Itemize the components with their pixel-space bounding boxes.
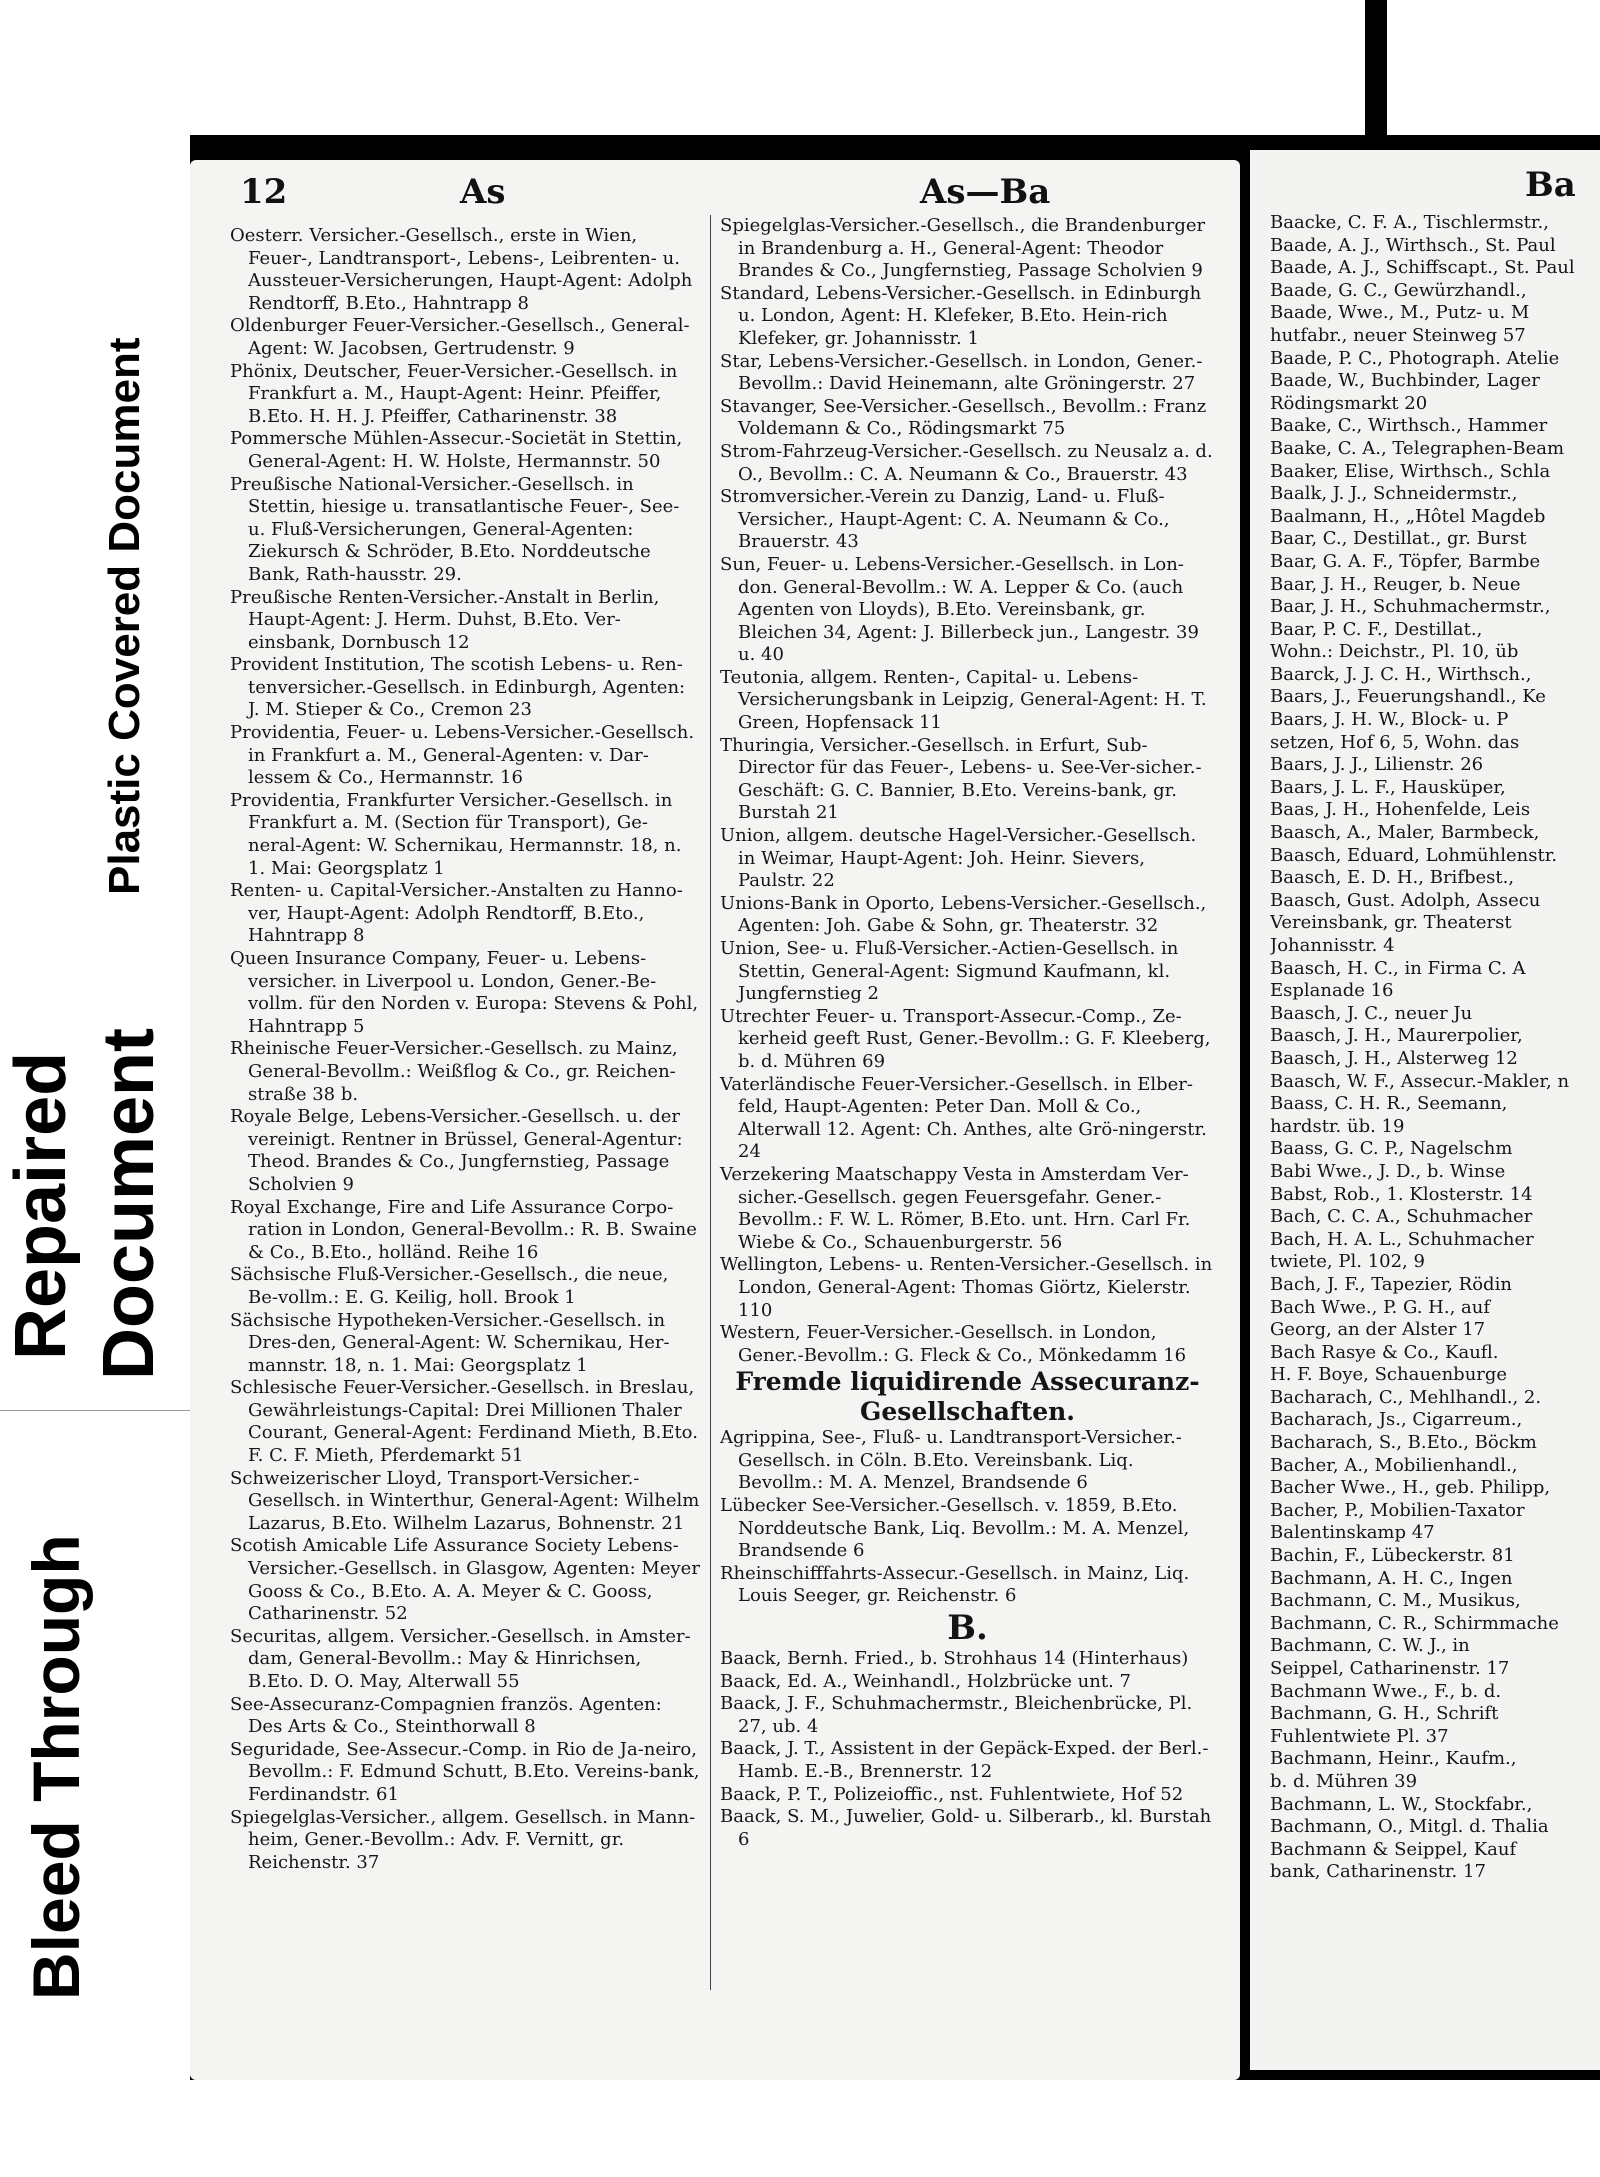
list-entry: Johannisstr. 4 <box>1270 935 1395 956</box>
list-entry: Provident Institution, The scotish Lebens- u. Ren-tenversicher.-Gesellsch. in Edinburgh, Agenten: J. M. Stieper & Co., Cremon 23 <box>230 654 686 721</box>
list-entry: Bachmann, C. W. J., in <box>1270 1635 1470 1657</box>
list-entry: Wohn.: Deichstr., Pl. 10, üb <box>1270 641 1519 663</box>
list-entry: Baass, G. C. P., Nagelschm <box>1270 1138 1513 1160</box>
list-entry: Bachmann & Seippel, Kauf <box>1270 1838 1517 1860</box>
plastic-covered-label: Plastic Covered Document <box>100 337 149 895</box>
list-entry: Baalmann, H., „Hôtel Magdeb <box>1270 505 1546 527</box>
list-entry: Baack, J. T., Assistent in der Gepäck-Exped. der Berl.-Hamb. E.-B., Brennerstr. 12 <box>720 1738 1209 1782</box>
scanned-spread <box>190 0 1600 2177</box>
list-entry: setzen, Hof 6, 5, Wohn. das <box>1270 731 1520 753</box>
list-entry: Seippel, Catharinenstr. 17 <box>1270 1658 1510 1679</box>
list-entry: Pommersche Mühlen-Assecur.-Societät in Stettin, General-Agent: H. W. Holste, Hermannstr. 50 <box>230 428 683 472</box>
list-entry: Vaterländische Feuer-Versicher.-Gesellsch. in Elber-feld, Haupt-Agenten: Peter Dan. Moll & Co., Alterwall 12. Agent: Ch. Anthes, alte Grö-ningerstr. 24 <box>720 1073 1207 1163</box>
list-entry: Unions-Bank in Oporto, Lebens-Versicher.-Gesellsch., Agenten: Joh. Gabe & Sohn, gr. Theaterstr. 32 <box>720 892 1207 937</box>
list-entry: Esplanade 16 <box>1270 980 1394 1002</box>
list-entry: Georg, an der Alster 17 <box>1270 1319 1486 1341</box>
running-head-left: As <box>460 172 506 212</box>
list-entry: Baade, G. C., Gewürzhandl., <box>1270 279 1527 301</box>
list-entry: Baade, P. C., Photograph. Atelie <box>1270 347 1560 369</box>
list-entry: Utrechter Feuer- u. Transport-Assecur.-Comp., Ze-kerheid geeft Rust, Gener.-Bevollm.: G. F. Kleeberg, b. d. Mühren 69 <box>720 1005 1211 1072</box>
list-entry: Spiegelglas-Versicher., allgem. Gesellsch. in Mann-heim, Gener.-Bevollm.: Adv. F. Vernitt, gr. Reichenstr. 37 <box>230 1806 696 1873</box>
list-entry: Baack, Ed. A., Weinhandl., Holzbrücke unt. 7 <box>720 1670 1131 1692</box>
list-entry: Baasch, E. D. H., Brifbest., <box>1270 867 1515 889</box>
list-entry: Bachmann, C. R., Schirmmache <box>1270 1612 1559 1634</box>
list-entry: Baasch, J. H., Maurerpolier, <box>1270 1025 1523 1047</box>
list-entry: Baack, P. T., Polizeioffic., nst. Fuhlentwiete, Hof 52 <box>720 1783 1184 1805</box>
list-entry: Oesterr. Versicher.-Gesellsch., erste in Wien, Feuer-, Landtransport-, Lebens-, Leibrenten- u. Aussteuer-Versicherungen, Haupt-Agent: Adolph Rendtorff, B.Eto., Hahntrapp 8 <box>230 225 693 314</box>
list-entry: Spiegelglas-Versicher.-Gesellsch., die Brandenburger in Brandenburg a. H., General-Agent: Theodor Brandes & Co., Jungfernstieg, Passage Scholvien 9 <box>720 215 1206 282</box>
list-entry: Lübecker See-Versicher.-Gesellsch. v. 1859, B.Eto. Norddeutsche Bank, Liq. Bevollm.: M. A. Menzel, Brandsende 6 <box>720 1495 1190 1562</box>
list-entry: Baasch, Eduard, Lohmühlenstr. <box>1270 844 1558 866</box>
list-entry: Babst, Rob., 1. Klosterstr. 14 <box>1270 1183 1533 1205</box>
list-entry: Bach, H. A. L., Schuhmacher <box>1270 1228 1534 1250</box>
list-entry: Baasch, H. C., in Firma C. A <box>1270 957 1526 979</box>
list-entry: Queen Insurance Company, Feuer- u. Lebens-versicher. in Liverpool u. London, Gener.-Be-vollm. für den Norden v. Europa: Stevens & Pohl, Hahntrapp 5 <box>230 948 699 1037</box>
list-entry: Seguridade, See-Assecur.-Comp. in Rio de Ja-neiro, Bevollm.: F. Edmund Schutt, B.Eto. Vereins-bank, Ferdinandstr. 61 <box>230 1738 700 1805</box>
list-entry: Baake, C., Wirthsch., Hammer <box>1270 415 1548 437</box>
list-entry: Oldenburger Feuer-Versicher.-Gesellsch., General-Agent: W. Jacobsen, Gertrudenstr. 9 <box>230 315 690 359</box>
list-entry: Agrippina, See-, Fluß- u. Landtransport-Versicher.-Gesellsch. in Cöln. B.Eto. Vereinsbank. Liq. Bevollm.: M. A. Menzel, Brandsende 6 <box>720 1427 1182 1494</box>
list-entry: Bacher Wwe., H., geb. Philipp, <box>1270 1477 1551 1499</box>
list-entry: Baar, C., Destillat., gr. Burst <box>1270 528 1527 550</box>
list-entry: Fuhlentwiete Pl. 37 <box>1270 1725 1449 1747</box>
document-label: Document <box>89 1027 169 1380</box>
list-entry: Vereinsbank, gr. Theaterst <box>1270 912 1512 934</box>
label-sidebar <box>0 0 190 2177</box>
list-entry: Baasch, A., Maler, Barmbeck, <box>1270 822 1540 844</box>
running-head-center: As—Ba <box>920 172 1051 212</box>
list-entry: Stavanger, See-Versicher.-Gesellsch., Bevollm.: Franz Voldemann & Co., Rödingsmarkt 75 <box>720 395 1207 440</box>
list-entry: See-Assecuranz-Compagnien französ. Agenten: Des Arts & Co., Steinthorwall 8 <box>230 1693 662 1738</box>
divider <box>0 1410 190 1411</box>
column-1 <box>230 225 700 1874</box>
list-entry: Baade, W., Buchbinder, Lager <box>1270 370 1540 392</box>
list-entry: Balentinskamp 47 <box>1270 1522 1435 1544</box>
letter-heading: B. <box>947 1608 988 1649</box>
list-entry: Bachmann, Heinr., Kaufm., <box>1270 1748 1517 1770</box>
column-3 <box>1270 212 1600 1884</box>
list-entry: Baasch, J. H., Alsterweg 12 <box>1270 1047 1518 1069</box>
list-entry: Bacher, P., Mobilien-Taxator <box>1270 1499 1525 1521</box>
list-entry: Royal Exchange, Fire and Life Assurance Corpo-ration in London, General-Bevollm.: R. B. Swaine & Co., B.Eto., holländ. Reihe 16 <box>230 1196 697 1263</box>
list-entry: Union, allgem. deutsche Hagel-Versicher.-Gesellsch. in Weimar, Haupt-Agent: Joh. Heinr. Sievers, Paulstr. 22 <box>720 825 1197 892</box>
list-entry: Western, Feuer-Versicher.-Gesellsch. in London, Gener.-Bevollm.: G. Fleck & Co., Mönkedamm 16 <box>720 1322 1187 1366</box>
list-entry: Baas, J. H., Hohenfelde, Leis <box>1270 799 1531 821</box>
top-margin <box>190 0 1600 135</box>
list-entry: Babi Wwe., J. D., b. Winse <box>1270 1160 1506 1182</box>
list-entry: Phönix, Deutscher, Feuer-Versicher.-Gesellsch. in Frankfurt a. M., Haupt-Agent: Heinr. Pfeiffer, B.Eto. H. H. J. Pfeiffer, Catharinenstr. 38 <box>230 360 678 427</box>
list-entry: Baasch, Gust. Adolph, Assecu <box>1270 889 1541 911</box>
list-entry: hardstr. üb. 19 <box>1270 1115 1405 1137</box>
list-entry: Bacharach, S., B.Eto., Böckm <box>1270 1432 1537 1454</box>
list-entry: hutfabr., neuer Steinweg 57 <box>1270 324 1526 346</box>
list-entry: Thuringia, Versicher.-Gesellsch. in Erfurt, Sub-Director für das Feuer-, Lebens- u. See-Ver-sicher.-Geschäft: G. C. Bannier, B.Eto. Vereins-bank, gr. Burstah 21 <box>720 734 1202 824</box>
list-entry: Baars, J. H. W., Block- u. P <box>1270 709 1509 731</box>
list-entry: bank, Catharinenstr. 17 <box>1270 1861 1486 1883</box>
list-entry: Stromversicher.-Verein zu Danzig, Land- u. Fluß-Versicher., Haupt-Agent: C. A. Neumann & Co., Brauerstr. 43 <box>720 486 1170 553</box>
list-entry: Royale Belge, Lebens-Versicher.-Gesellsch. u. der vereinigt. Rentner in Brüssel, General-Agentur: Theod. Brandes & Co., Jungfernstieg, Passage Scholvien 9 <box>230 1106 683 1195</box>
list-entry: Rheinische Feuer-Versicher.-Gesellsch. zu Mainz, General-Bevollm.: Weißflog & Co., gr. Reichen-straße 38 b. <box>230 1038 678 1105</box>
list-entry: Baar, P. C. F., Destillat., <box>1270 618 1483 640</box>
list-entry: Baake, C. A., Telegraphen-Beam <box>1270 437 1565 459</box>
list-entry: Baars, J., Feuerungshandl., Ke <box>1270 686 1546 708</box>
list-entry: Bachin, F., Lübeckerstr. 81 <box>1270 1545 1515 1567</box>
list-entry: b. d. Mühren 39 <box>1270 1770 1418 1792</box>
list-entry: Schlesische Feuer-Versicher.-Gesellsch. in Breslau, Gewährleistungs-Capital: Drei Millionen Thaler Courant, General-Agent: Ferdinand Mieth, B.Eto. F. C. F. Mieth, Pferdemarkt 51 <box>230 1377 698 1467</box>
list-entry: Baars, J. J., Lilienstr. 26 <box>1270 754 1484 776</box>
list-entry: Bacharach, Js., Cigarreum., <box>1270 1409 1523 1431</box>
list-entry: Baasch, J. C., neuer Ju <box>1270 1002 1473 1024</box>
list-entry: Preußische Renten-Versicher.-Anstalt in Berlin, Haupt-Agent: J. Herm. Duhst, B.Eto. Ver-einsbank, Dornbusch 12 <box>230 586 660 653</box>
page-number: 12 <box>240 172 288 212</box>
list-entry: Standard, Lebens-Versicher.-Gesellsch. in Edinburgh u. London, Agent: H. Klefeker, B.Eto. Hein-rich Klefeker, gr. Johannisstr. 1 <box>720 282 1202 349</box>
list-entry: Bach, C. C. A., Schuhmacher <box>1270 1206 1533 1228</box>
list-entry: Providentia, Feuer- u. Lebens-Versicher.-Gesellsch. in Frankfurt a. M., General-Agenten: v. Dar-lessem & Co., Hermannstr. 16 <box>230 722 695 789</box>
list-entry: Strom-Fahrzeug-Versicher.-Gesellsch. zu Neusalz a. d. O., Bevollm.: C. A. Neumann & Co., Brauerstr. 43 <box>720 440 1213 485</box>
list-entry: Bachmann, O., Mitgl. d. Thalia <box>1270 1816 1549 1838</box>
list-entry: Providentia, Frankfurter Versicher.-Gesellsch. in Frankfurt a. M. (Section für Transport), Ge-neral-Agent: W. Schernikau, Hermannstr. 18, n. 1. Mai: Georgsplatz 1 <box>230 789 682 879</box>
column-rule <box>710 215 711 1990</box>
list-entry: Baars, J. L. F., Hausküper, <box>1270 776 1506 798</box>
list-entry: Sächsische Fluß-Versicher.-Gesellsch., die neue, Be-vollm.: E. G. Keilig, holl. Brook 1 <box>230 1264 669 1308</box>
list-entry: Baaker, Elise, Wirthsch., Schla <box>1270 460 1551 482</box>
list-entry: H. F. Boye, Schauenburge <box>1270 1364 1508 1386</box>
list-entry: Wellington, Lebens- u. Renten-Versicher.-Gesellsch. in London, General-Agent: Thomas Giörtz, Kielerstr. 110 <box>720 1254 1213 1321</box>
list-entry: Baade, Wwe., M., Putz- u. M <box>1270 302 1530 324</box>
list-entry: Baacke, C. F. A., Tischlermstr., <box>1270 212 1549 233</box>
list-entry: Bachmann, L. W., Stockfabr., <box>1270 1793 1533 1815</box>
list-entry: Bachmann, C. M., Musikus, <box>1270 1590 1521 1612</box>
bleed-through-label: Bleed Through <box>19 1534 93 2000</box>
list-entry: Baack, S. M., Juwelier, Gold- u. Silberarb., kl. Burstah 6 <box>720 1806 1212 1850</box>
list-entry: Bachmann Wwe., F., b. d. <box>1270 1680 1502 1702</box>
list-entry: Baar, J. H., Schuhmachermstr., <box>1270 596 1551 618</box>
list-entry: Baade, A. J., Wirthsch., St. Paul <box>1270 234 1556 256</box>
running-head-right: Ba <box>1525 165 1576 205</box>
list-entry: Preußische National-Versicher.-Gesellsch. in Stettin, hiesige u. transatlantische Feuer-, See- u. Fluß-Versicherungen, General-Agenten: Ziekursch & Schröder, B.Eto. Norddeutsche Bank, Rath-hausstr. 29. <box>230 473 680 585</box>
bottom-margin <box>190 2080 1600 2177</box>
list-entry: Bachmann, G. H., Schrift <box>1270 1703 1499 1725</box>
repaired-label: Repaired <box>1 1051 81 1360</box>
list-entry: Verzekering Maatschappy Vesta in Amsterdam Ver-sicher.-Gesellsch. gegen Feuersgefahr. Gener.-Bevollm.: F. W. L. Römer, B.Eto. unt. Hrn. Carl Fr. Wiebe & Co., Schauenburgerstr. 56 <box>720 1163 1191 1253</box>
list-entry: Baack, Bernh. Fried., b. Strohhaus 14 (Hinterhaus) <box>720 1648 1189 1670</box>
list-entry: Baack, J. F., Schuhmachermstr., Bleichenbrücke, Pl. 27, ub. 4 <box>720 1693 1193 1737</box>
list-entry: Bacher, A., Mobilienhandl., <box>1270 1454 1518 1476</box>
list-entry: Sun, Feuer- u. Lebens-Versicher.-Gesellsch. in Lon-don. General-Bevollm.: W. A. Lepper & Co. (auch Agenten von Lloyds), B.Eto. Vereinsbank, gr. Bleichen 34, Agent: J. Billerbeck jun., Langestr. 39 u. 40 <box>720 553 1199 666</box>
list-entry: Baade, A. J., Schiffscapt., St. Paul <box>1270 257 1575 279</box>
list-entry: Rheinschifffahrts-Assecur.-Gesellsch. in Mainz, Liq. Louis Seeger, gr. Reichenstr. 6 <box>720 1562 1190 1607</box>
list-entry: Bachmann, A. H. C., Ingen <box>1270 1567 1513 1589</box>
list-entry: Union, See- u. Fluß-Versicher.-Actien-Gesellsch. in Stettin, General-Agent: Sigmund Kaufmann, kl. Jungfernstieg 2 <box>720 938 1179 1005</box>
list-entry: Bacharach, C., Mehlhandl., 2. <box>1270 1386 1542 1408</box>
list-entry: Securitas, allgem. Versicher.-Gesellsch. in Amster-dam, General-Bevollm.: May & Hinrichsen, B.Eto. D. O. May, Alterwall 55 <box>230 1625 691 1692</box>
column-2 <box>720 215 1215 1851</box>
list-entry: Baar, G. A. F., Töpfer, Barmbe <box>1270 550 1541 572</box>
list-entry: Teutonia, allgem. Renten-, Capital- u. Lebens-Versicherungsbank in Leipzig, General-Agent: H. T. Green, Hopfensack 11 <box>720 666 1207 734</box>
list-entry: Baasch, W. F., Assecur.-Makler, n <box>1270 1070 1570 1092</box>
section-heading: Fremde liquidirende Assecuranz-Gesellschaften. <box>735 1367 1200 1427</box>
list-entry: Baarck, J. J. C. H., Wirthsch., <box>1270 663 1532 685</box>
list-entry: Bach Wwe., P. G. H., auf <box>1270 1296 1491 1318</box>
list-entry: Rödingsmarkt 20 <box>1270 392 1428 414</box>
list-entry: Star, Lebens-Versicher.-Gesellsch. in London, Gener.-Bevollm.: David Heinemann, alte Gröningerstr. 27 <box>720 350 1203 395</box>
list-entry: Sächsische Hypotheken-Versicher.-Gesellsch. in Dres-den, General-Agent: W. Schernikau, Her-mannstr. 18, n. 1. Mai: Georgsplatz 1 <box>230 1309 670 1376</box>
list-entry: Bach, J. F., Tapezier, Rödin <box>1270 1273 1512 1295</box>
list-entry: Bach Rasye & Co., Kaufl. <box>1270 1341 1499 1363</box>
list-entry: twiete, Pl. 102, 9 <box>1270 1251 1425 1273</box>
list-entry: Baalk, J. J., Schneidermstr., <box>1270 483 1518 505</box>
list-entry: Baar, J. H., Reuger, b. Neue <box>1270 573 1521 595</box>
list-entry: Schweizerischer Lloyd, Transport-Versicher.-Gesellsch. in Winterthur, General-Agent: Wilhelm Lazarus, B.Eto. Wilhelm Lazarus, Bohnenstr. 21 <box>230 1467 700 1534</box>
list-entry: Scotish Amicable Life Assurance Society Lebens-Versicher.-Gesellsch. in Glasgow, Agenten: Meyer Gooss & Co., B.Eto. A. A. Meyer & C. Gooss, Catharinenstr. 52 <box>230 1535 700 1625</box>
list-entry: Renten- u. Capital-Versicher.-Anstalten zu Hanno-ver, Haupt-Agent: Adolph Rendtorff, B.Eto., Hahntrapp 8 <box>230 880 683 947</box>
list-entry: Baass, C. H. R., Seemann, <box>1270 1093 1508 1115</box>
